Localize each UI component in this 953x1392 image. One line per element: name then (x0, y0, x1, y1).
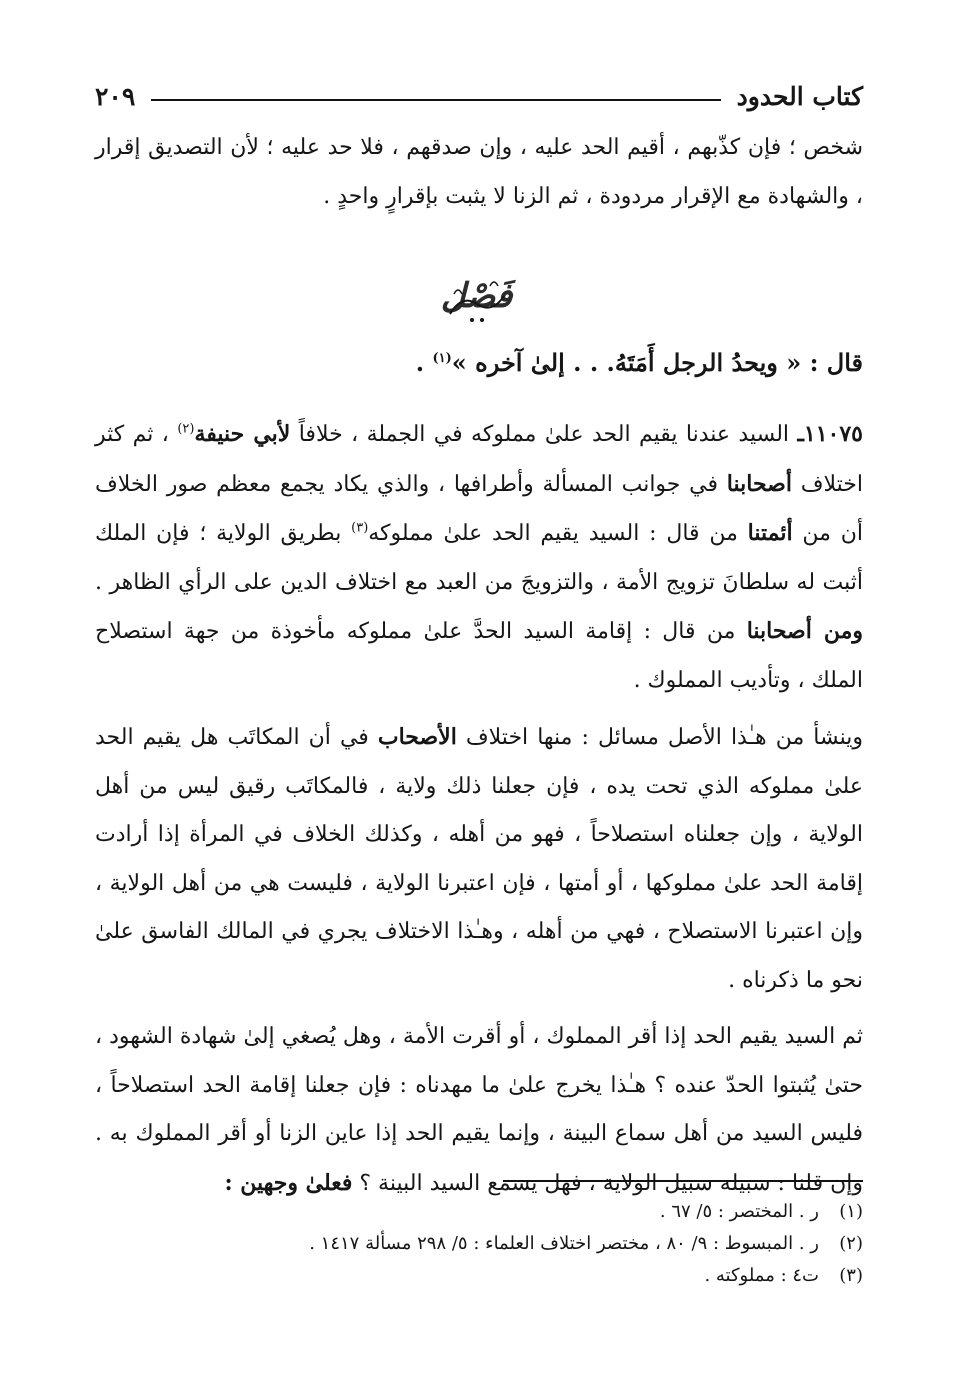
footnote (95, 1228, 863, 1260)
footnote-ref: (٣) (351, 520, 369, 536)
main-text (95, 410, 863, 1208)
bold-term: أئمتنا (747, 520, 793, 546)
footnote-text: ر . المختصر : ٥/ ٦٧ . (659, 1201, 819, 1222)
paragraph (95, 1013, 863, 1208)
text-run: في جوانب المسألة وأطرافها ، والذي يكاد يجمع معظم صور الخلاف أن من (95, 471, 863, 546)
bold-term: لأبي حنيفة (194, 421, 291, 447)
footnote-ref: (١) (432, 351, 452, 366)
footnote-separator (503, 1180, 863, 1182)
footnote-text: ت٤ : مملوكته . (704, 1265, 819, 1286)
running-header (95, 76, 863, 116)
footnote-ref: (٢) (177, 421, 195, 437)
text-run: من قال : السيد يقيم الحد علىٰ مملوكه (368, 521, 748, 546)
footnotes (95, 1196, 863, 1292)
page-number: ٢٠٩ (95, 81, 136, 111)
book-title: كتاب الحدود (736, 81, 863, 111)
bold-term: أصحابنا (726, 470, 792, 497)
footnote-number: (٢) (839, 1233, 863, 1254)
footnote-text: ر . المبسوط : ٩/ ٨٠ ، مختصر اختلاف العلماء : ٥/ ٢٩٨ مسألة ١٤١٧ . (309, 1233, 819, 1254)
footnote (95, 1260, 863, 1292)
text-run: من قال : إقامة السيد الحدَّ علىٰ مملوكه مأخوذة من جهة استصلاح الملك ، وتأديب المملوك . (95, 619, 863, 693)
quote-end: . (415, 348, 433, 377)
text-run: السيد عندنا يقيم الحد علىٰ مملوكه في الجملة ، خلافاً (290, 422, 798, 447)
quoted-matn (95, 338, 863, 388)
text-run: ثم السيد يقيم الحد إذا أقر المملوك ، أو أقرت الأمة ، وهل يُصغي إلىٰ شهادة الشهود ، حتىٰ يُثبتوا الحدّ عنده ؟ هـٰذا يخرج علىٰ ما مهدناه : فإن جعلنا إقامة الحد استصلاحاً ، فليس السيد من أهل سماع البينة ، وإنما يقيم الحد إذا عاين الزنا أو أقر المملوك به . وإن قلنا : سبيله سبيل الولاية ، فهل يسمع السيد البينة ؟ (95, 1024, 863, 1196)
text-run: ، ثم كثر اختلاف (95, 422, 863, 497)
lead-paragraph: شخص ؛ فإن كذّبهم ، أقيم الحد عليه ، وإن صدقهم ، فلا حد عليه ؛ لأن التصديق إقرار ، والشهادة مع الإقرار مردودة ، ثم الزنا لا يثبت بإقرارٍ واحدٍ . (95, 135, 863, 209)
bold-term: الأصحاب (377, 724, 457, 750)
bold-term: فعلىٰ وجهين : (224, 1169, 353, 1196)
section-heading-text: فَصْل (440, 276, 513, 316)
section-heading (0, 274, 953, 334)
text-run: في أن المكاتَب هل يقيم الحد علىٰ مملوكه الذي تحت يده ، فإن جعلنا ذلك ولاية ، فالمكاتَب رقيق ليس من أهل الولاية ، وإن جعلناه استصلاحاً ، فهو من أهله ، وكذلك الخلاف في المرأة إذا أرادت إقامة الحد علىٰ مملوكها ، أو أمتها ، فإن اعتبرنا الولاية ، فليست هي من أهل الولاية ، وإن اعتبرنا الاستصلاح ، فهي من أهله ، وهـٰذا الاختلاف يجري في المالك الفاسق علىٰ نحو ما ذكرناه . (95, 725, 863, 993)
quote-text: قال : « ويحدُ الرجل أَمَتَهُ. . . إلىٰ آخره » (451, 348, 863, 377)
footnote-number: (٣) (839, 1265, 863, 1286)
text-run: بطريق الولاية ؛ فإن الملك أثبت له سلطانَ تزويج الأمة ، والتزويجَ من العبد مع اختلاف الدين على الرأي الظاهر . (95, 521, 863, 595)
header-rule (151, 99, 720, 101)
lead-paragraph-block (95, 124, 863, 221)
footnote-number: (١) (839, 1201, 863, 1222)
footnote (95, 1196, 863, 1228)
paragraph (95, 410, 863, 705)
text-run: وينشأ من هـٰذا الأصل مسائل : منها اختلاف (456, 725, 863, 750)
paragraph-number: ١١٠٧٥ـ (797, 421, 863, 447)
bold-term: ومن أصحابنا (746, 618, 863, 644)
paragraph (95, 713, 863, 1005)
